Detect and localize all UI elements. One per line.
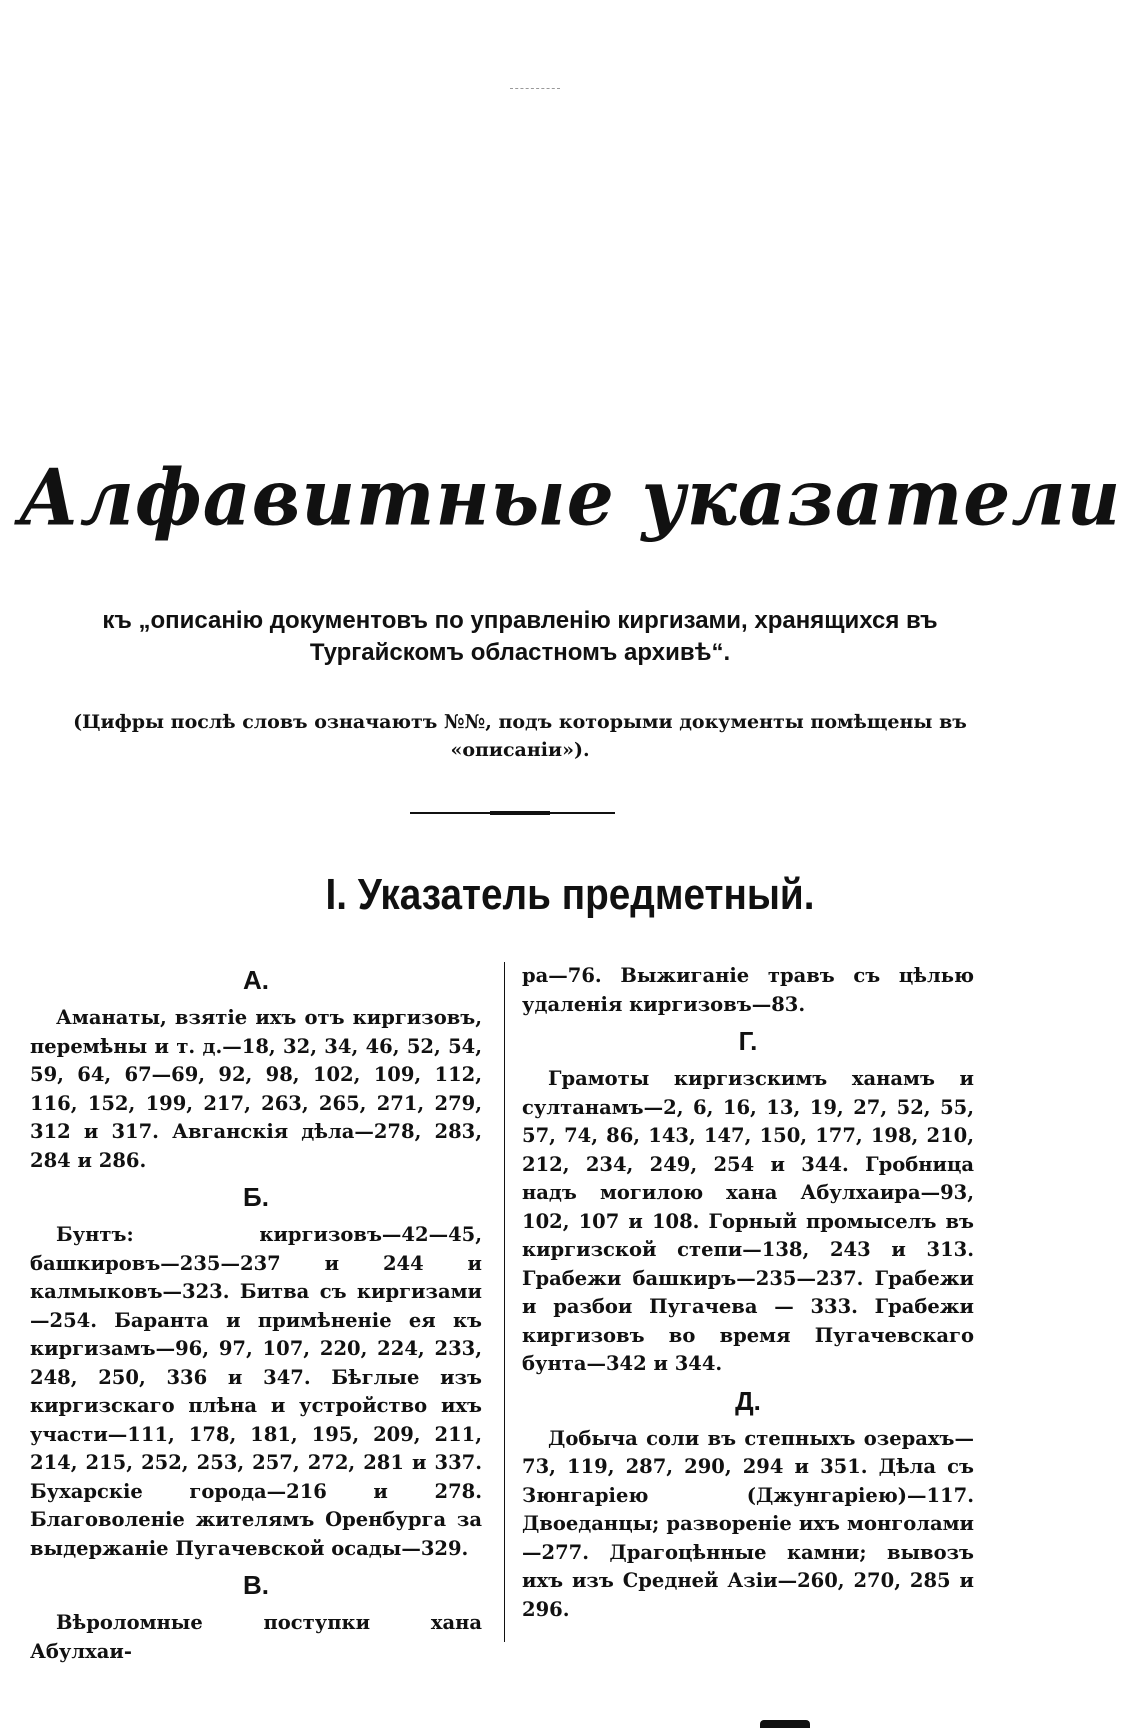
print-dash: [510, 88, 560, 89]
entry-paragraph-v-continued: ра—76. Выжиганіе травъ съ цѣлью удаленія киргизовъ—83.: [522, 964, 974, 1016]
section-heading: I. Указатель предметный.: [325, 870, 815, 919]
letter-heading-d: Д.: [735, 1385, 761, 1416]
entry-paragraph-g: Грамоты киргизскимъ ханамъ и султанамъ—2, 6, 16, 13, 19, 27, 52, 55, 57, 74, 86, 143, 147, 150, 177, 198, 210, 212, 234, 249, 254 и 344. Гробница надъ могилою хана Абулхаира—93, 102, 107 и 108. Горный промыселъ въ киргизской степи—138, 243 и 313. Грабежи башкиръ—235—237. Грабежи и разбои Пугачева — 333. Грабежи киргизовъ во время Пугачевскаго бунта—342 и 344.: [522, 1067, 974, 1375]
entry-paragraph-a: Аманаты, взятіе ихъ отъ киргизовъ, перемѣны и т. д.—18, 32, 34, 46, 52, 54, 59, 64, 67—69, 92, 98, 102, 109, 112, 116, 152, 199, 217, 263, 265, 271, 279, 312 и 317. Авганскія дѣла—278, 283, 284 и 286.: [30, 1006, 482, 1172]
left-column: [30, 962, 482, 1666]
subtitle: [20, 605, 1020, 669]
subtitle-line-1: къ „описанію документовъ по управленію киргизами, хранящихся въ: [102, 607, 938, 634]
entry-paragraph-v: Вѣроломные поступки хана Абулхаи-: [30, 1611, 482, 1663]
letter-heading-b: Б.: [243, 1182, 269, 1212]
entry-paragraph-d: Добыча соли въ степныхъ озерахъ—73, 119, 287, 290, 294 и 351. Дѣла съ Зюнгаріею (Джунгаріею)—117. Двоеданцы; развореніе ихъ монголами—277. Драгоцѣнные камни; вывозъ ихъ изъ Средней Азіи—260, 270, 285 и 296.: [522, 1426, 974, 1621]
separator-rule-center: [490, 811, 550, 815]
print-mark: [760, 1720, 810, 1728]
right-column: [522, 962, 974, 1624]
entry-paragraph-b: Бунтъ: киргизовъ—42—45, башкировъ—235—237 и 244 и калмыковъ—323. Битва съ киргизами—254. Баранта и примѣненіе ея къ киргизамъ—96, 97, 107, 220, 224, 233, 248, 250, 336 и 347. Бѣглые изъ киргизскаго плѣна и устройство ихъ участи—111, 178, 181, 195, 209, 211, 214, 215, 252, 253, 257, 272, 281 и 337. Бухарскіе города—216 и 278. Благоволеніе жителямъ Оренбурга за выдержаніе Пугачевской осады—329.: [30, 1223, 482, 1560]
explanatory-note: [20, 708, 1020, 764]
subtitle-line-2: Тургайскомъ областномъ архивѣ“.: [309, 639, 731, 666]
note-line-1: (Цифры послѣ словъ означаютъ №№, подъ которыми документы помѣщены въ: [73, 711, 967, 733]
note-line-2: «описаніи»).: [450, 739, 590, 761]
letter-heading-v: В.: [243, 1570, 269, 1600]
letter-heading-g: Г.: [738, 1026, 758, 1056]
letter-heading-a: А.: [243, 965, 269, 995]
main-title: Алфавитные указатели: [18, 452, 1122, 544]
column-divider: [504, 962, 505, 1642]
